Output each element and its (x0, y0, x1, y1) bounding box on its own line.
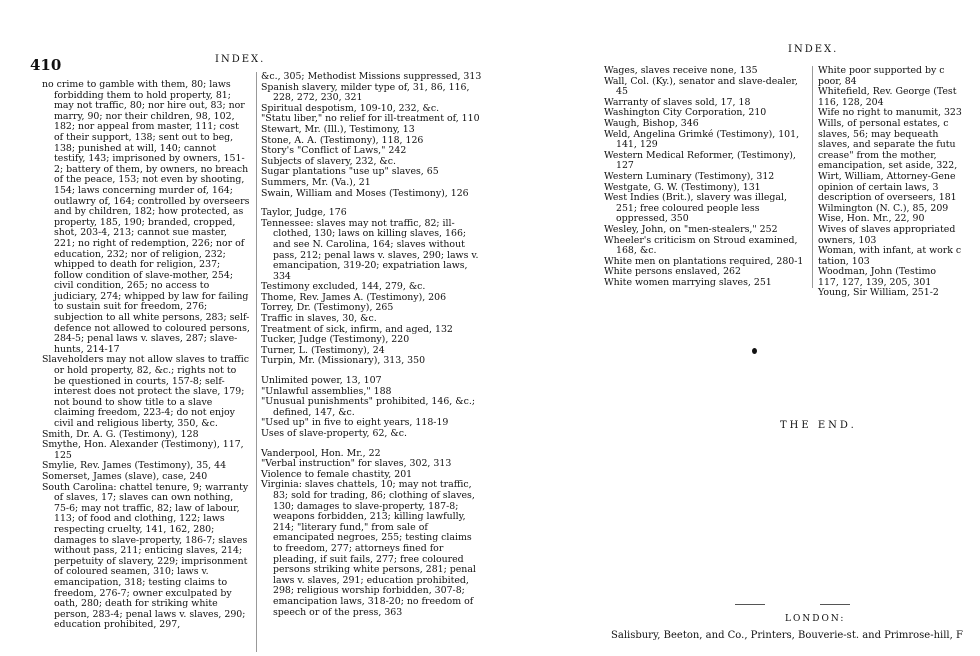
index-entry: slaves, 56; may bequeath (818, 128, 939, 140)
index-entry: Violence to female chastity, 201 (261, 468, 413, 480)
imprint-city: LONDON: (785, 614, 846, 624)
index-entry: White women marrying slaves, 251 (604, 276, 772, 288)
index-entry: Tucker, Judge (Testimony), 220 (261, 334, 410, 346)
divider-rule-right (820, 604, 850, 605)
the-end-heading: THE END. (780, 420, 857, 431)
index-entry: Story's "Conflict of Laws," 242 (261, 145, 407, 157)
index-entry: Wills, of personal estates, c (818, 117, 949, 129)
right-running-header: INDEX. (788, 44, 839, 55)
index-entry: Swain, William and Moses (Testimony), 126 (261, 187, 469, 199)
index-entry: "Statu liber," no relief for ill-treatment of, 110 (261, 113, 480, 125)
index-entry: Wirt, William, Attorney-Gene (818, 170, 956, 182)
page-number: 410 (30, 56, 62, 74)
index-entry: Uses of slave-property, 62, &c. (261, 428, 407, 439)
divider-rule-left (735, 604, 765, 605)
index-entry: Spiritual despotism, 109-10, 232, &c. (261, 102, 440, 114)
index-entry: opinion of certain laws, 3 (818, 181, 939, 193)
index-entry: Weld, Angelina Grimké (Testimony), 101, 141, 129 (604, 128, 800, 151)
index-entry: Wesley, John, on "men-stealers," 252 (604, 223, 778, 235)
index-entry: White men on plantations required, 280-1 (604, 255, 804, 267)
index-entry: Torrey, Dr. (Testimony), 265 (261, 302, 394, 314)
index-entry: Wall, Col. (Ky.), senator and slave-dealer, 45 (604, 75, 798, 98)
index-entry: "Unusual punishments" prohibited, 146, &c.; defined, 147, &c. (261, 396, 476, 418)
index-entry: Unlimited power, 13, 107 (261, 375, 382, 387)
index-entry: Subjects of slavery, 232, &c. (261, 155, 396, 167)
index-entry: Testimony excluded, 144, 279, &c. (261, 281, 426, 293)
index-entry: Wheeler's criticism on Stroud examined, 168, &c. (604, 234, 798, 257)
index-entry: White persons enslaved, 262 (604, 266, 741, 278)
index-entry: Smythe, Hon. Alexander (Testimony), 117, 125 (42, 439, 244, 461)
index-entry: Warranty of slaves sold, 17, 18 (604, 96, 751, 108)
index-entry: Tennessee: slaves may not traffic, 82; ill-clothed, 130; laws on killing slaves, 166; and see N. Carolina, 164; slaves without pass, 212; penal laws v. slaves, 290; laws v. emancipation, 319-20; expatriation laws, 334 (261, 217, 479, 282)
index-entry: Smith, Dr. A. G. (Testimony), 128 (42, 428, 199, 440)
index-entry: Traffic in slaves, 30, &c. (261, 313, 377, 325)
index-entry: Whitefield, Rev. George (Test (818, 86, 957, 98)
index-entry: Wilmington (N. C.), 85, 209 (818, 202, 949, 214)
index-entry: Woman, with infant, at work c (818, 245, 962, 257)
index-entry: South Carolina: chattel tenure, 9; warranty of slaves, 17; slaves can own nothing, 75-6; may not traffic, 82; law of labour, 113; of food and clothing, 122; laws respecting cruelty, 141, 162, 280; damages to slave-property, 186-7; slaves without pass, 211; enticing slaves, 214; perpetuity of slavery, 229; imprisonment of coloured seamen, 310; laws v. emancipation, 318; testing claims to freedom, 276-7; owner exculpated by oath, 280; death for striking white person, 283-4; penal laws v. slaves, 290; education prohibited, 297, (42, 481, 249, 631)
index-entry: 116, 128, 204 (818, 96, 884, 108)
index-entry: Westgate, G. W. (Testimony), 131 (604, 181, 761, 193)
index-entry: Summers, Mr. (Va.), 21 (261, 176, 371, 188)
index-entry: emancipation, set aside, 322, (818, 160, 958, 172)
index-entry: Waugh, Bishop, 346 (604, 117, 699, 129)
index-entry: "Verbal instruction" for slaves, 302, 313 (261, 458, 452, 470)
index-entry: Wife no right to manumit, 323 (818, 107, 962, 119)
index-entry: "Unlawful assemblies," 188 (261, 385, 392, 397)
index-entry: Taylor, Judge, 176 (261, 207, 347, 219)
index-entry: description of overseers, 181 (818, 192, 957, 204)
index-entry: Spanish slavery, milder type of, 31, 86, 116, 228, 272, 230, 321 (261, 81, 470, 104)
index-entry: tation, 103 (818, 255, 870, 267)
index-entry: Stewart, Mr. (Ill.), Testimony, 13 (261, 123, 415, 135)
index-entry: Stone, A. A. (Testimony), 118, 126 (261, 134, 424, 146)
imprint-printer: Salisbury, Beeton, and Co., Printers, Bouverie-st. and Primrose-hill, F (611, 630, 963, 641)
index-entry: Wages, slaves receive none, 135 (604, 65, 758, 76)
index-entry: Turner, L. (Testimony), 24 (261, 344, 385, 356)
index-entry: Wise, Hon. Mr., 22, 90 (818, 213, 925, 225)
index-entry: &c., 305; Methodist Missions suppressed, 313 (261, 71, 482, 82)
index-entry: Virginia: slaves chattels, 10; may not traffic, 83; sold for trading, 86; clothing of slaves, 130; damages to slave-property, 187-8; weapons forbidden, 213; killing lawfully, 214; "literary fund," from sale of emancipated negroes, 255; testing claims to freedom, 277; attorneys fined for pleading, if suit fails, 277; free coloured persons striking white persons, 281; penal laws v. slaves, 291; education prohibited, 298; religious worship forbidden, 307-8; emancipation laws, 318-20; no freedom of speech or of the press, 363 (261, 479, 476, 618)
index-entry: owners, 103 (818, 234, 877, 246)
index-entry: West Indies (Brit.), slavery was illegal, 251; free coloured people less oppressed, 350 (604, 192, 787, 225)
index-entry: poor, 84 (818, 75, 857, 87)
index-entry: Thome, Rev. James A. (Testimony), 206 (261, 291, 447, 303)
index-entry: Young, Sir William, 251-2 (818, 287, 939, 299)
index-entry: crease" from the mother, (818, 149, 937, 161)
index-entry: no crime to gamble with them, 80; laws forbidding them to hold property, 81; may not traffic, 80; nor hire out, 83; nor marry, 90; nor their children, 98, 102, 182; nor appeal from master, 111; cost of their support, 138; sent out to beg, 138; punished at will, 140; cannot testify, 143; imprisoned by owners, 151-2; battery of them, by owners, no breach of the peace, 153; not even by shooting, 154; laws concerning murder of, 164; outlawry of, 164; controlled by overseers and by children, 182; how protected, as property, 185, 190; branded, cropped, shot, 203-4, 213; cannot sue master, 221; no right of redemption, 226; nor of education, 232; nor of religion, 232; whipped to death for religion, 237; follow condition of slave-mother, 254; civil condition, 265; no access to judiciary, 274; whipped by law for failing to sustain suit for freedom, 276; subjection to all white persons, 283; self-defence not allowed to coloured persons, 284-5; penal laws v. slaves, 287; slave-hunts, 214-17 (42, 79, 250, 355)
index-entry: Slaveholders may not allow slaves to traffic or hold property, 82, &c.; rights not to be questioned in courts, 157-8; self-interest does not protect the slave, 179; not bound to show title to a slave claiming freedom, 223-4; do not enjoy civil and religious liberty, 350, &c. (42, 354, 249, 429)
index-entry: Smylie, Rev. James (Testimony), 35, 44 (42, 460, 227, 472)
index-entry: Treatment of sick, infirm, and aged, 132 (261, 323, 453, 335)
ink-spot (752, 348, 757, 354)
index-column-c (604, 66, 813, 288)
index-entry: Western Luminary (Testimony), 312 (604, 170, 775, 182)
index-entry: White poor supported by c (818, 65, 945, 76)
index-entry: "Used up" in five to eight years, 118-19 (261, 417, 449, 429)
index-entry: Wives of slaves appropriated (818, 223, 956, 235)
index-entry: slaves, and separate the futu (818, 139, 956, 151)
index-entry: Sugar plantations "use up" slaves, 65 (261, 166, 439, 178)
index-column-d (818, 66, 980, 299)
index-entry: Vanderpool, Hon. Mr., 22 (261, 447, 381, 459)
index-entry: Washington City Corporation, 210 (604, 107, 767, 119)
index-entry: Woodman, John (Testimo (818, 266, 937, 278)
index-entry: Turpin, Mr. (Missionary), 313, 350 (261, 355, 426, 367)
index-entry: Western Medical Reformer, (Testimony), 127 (604, 149, 796, 172)
left-running-header: INDEX. (215, 54, 266, 65)
index-entry: Somerset, James (slave), case, 240 (42, 470, 208, 482)
index-entry: 117, 127, 139, 205, 301 (818, 276, 932, 288)
